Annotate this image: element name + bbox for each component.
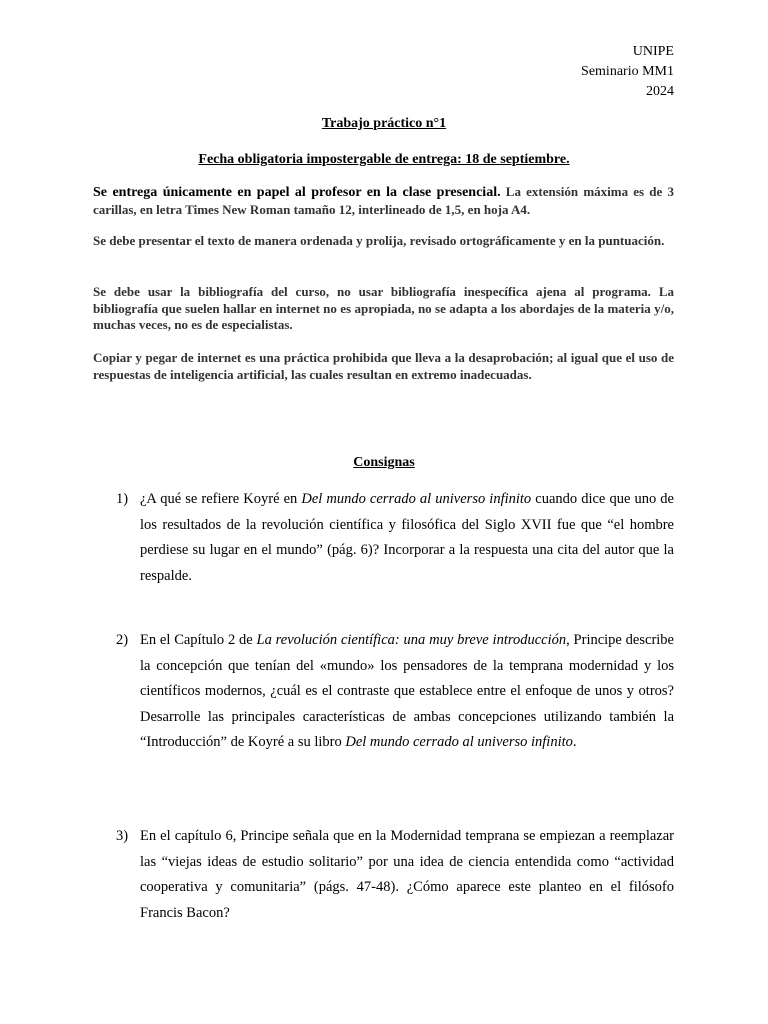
seminar-name: Seminario MM1 xyxy=(581,64,674,79)
question-text-part: . xyxy=(572,734,577,750)
question-3 xyxy=(116,824,674,926)
instruction-bibliography: Se debe usar la bibliografía del curso, no usar bibliografía inespecífica ajena al programa. La bibliografía que suelen hallar en internet no es apropiada, no se adapta a los abordajes de la materia y/o, muchas veces, no es de especialistas. xyxy=(93,284,674,332)
instruction-lead: Se entrega únicamente en papel al profesor en la clase presencial. xyxy=(93,185,501,200)
question-text: En el capítulo 6, Principe señala que en la Modernidad temprana se empiezan a reemplazar las “viejas ideas de estudio solitario” por una idea de ciencia entendida como “actividad cooperativa y comunitaria” (págs. 47-48). ¿Cómo aparece este planteo en el filósofo Francis Bacon? xyxy=(140,828,674,921)
instruction-format-text: La extensión máxima es de 3 carillas, en letra Times New Roman tamaño 12, interlineado de 1,5, en hoja A4. xyxy=(93,184,674,217)
document-title: Trabajo práctico n°1 xyxy=(321,116,447,131)
book-title: La revolución científica: una muy breve introducción xyxy=(256,632,567,648)
book-title: Del mundo cerrado al universo infinito xyxy=(345,734,573,750)
question-text xyxy=(140,487,674,589)
question-2 xyxy=(116,628,674,756)
book-title: Del mundo cerrado al universo infinito xyxy=(301,491,532,507)
instruction-plagiarism: Copiar y pegar de internet es una práctica prohibida que lleva a la desaprobación; al igual que el uso de respuestas de inteligencia artificial, las cuales resultan en extremo inadecuadas. xyxy=(93,350,674,382)
question-text-part: En el Capítulo 2 de xyxy=(140,632,257,648)
question-number: 2) xyxy=(116,632,129,648)
question-number: 3) xyxy=(116,828,129,844)
header-block xyxy=(581,42,674,102)
question-text xyxy=(140,628,674,756)
question-1 xyxy=(116,487,674,589)
consignas-heading: Consignas xyxy=(353,455,415,470)
question-text-part: , Principe describe la concepción que tenían del «mundo» los pensadores de la temprana modernidad y los científicos modernos, ¿cuál es el contraste que establece entre el enfoque de unos y otros? Desarrolle las principales características de ambas concepciones utilizando también la “Introducción” de Koyré a su libro xyxy=(140,632,674,750)
institution-name: UNIPE xyxy=(632,44,674,59)
instruction-paper-format xyxy=(93,184,674,218)
question-text-part: cuando dice que uno de los resultados de la revolución científica y filosófica del Siglo XVII fue que “el hombre perdiese su lugar en el mundo” (pág. 6)? Incorporar a la respuesta una cita del autor que la respalde. xyxy=(140,491,674,584)
question-text-part: ¿A qué se refiere Koyré en xyxy=(140,491,302,507)
year: 2024 xyxy=(646,84,674,99)
instruction-presentation: Se debe presentar el texto de manera ordenada y prolija, revisado ortográficamente y en la puntuación. xyxy=(93,233,665,248)
question-number: 1) xyxy=(116,491,129,507)
deadline-heading: Fecha obligatoria impostergable de entrega: 18 de septiembre. xyxy=(198,152,570,167)
